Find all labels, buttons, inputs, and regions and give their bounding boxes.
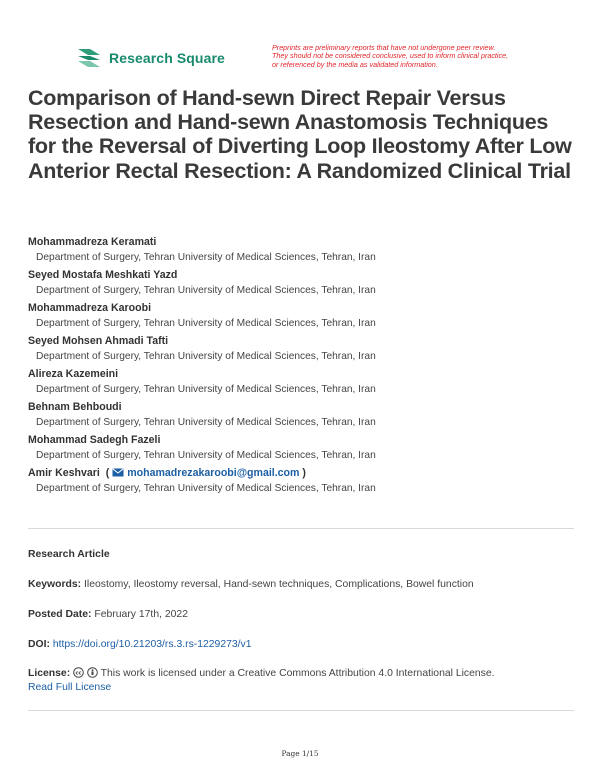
posted-date-value: February 17th, 2022	[94, 609, 188, 620]
posted-date-line	[28, 608, 578, 622]
author-affiliation: Department of Surgery, Tehran University of Medical Sciences, Tehran, Iran	[36, 384, 376, 395]
preprint-notice	[272, 44, 572, 69]
license-line	[28, 667, 578, 695]
keywords-label: Keywords:	[28, 579, 82, 590]
author-name: Amir Keshvari	[28, 467, 100, 479]
author-name: Alireza Kazemeini	[28, 368, 119, 380]
corresponding-author-name: Amir Keshvari ( mohamadrezakaroobi@gmail.com )	[28, 467, 306, 479]
author-name: Seyed Mohsen Ahmadi Tafti	[28, 335, 169, 347]
author-name: Seyed Mostafa Meshkati Yazd	[28, 269, 178, 281]
author-affiliation: Department of Surgery, Tehran University of Medical Sciences, Tehran, Iran	[36, 450, 376, 461]
author-entry	[28, 368, 578, 396]
author-affiliation: Department of Surgery, Tehran University of Medical Sciences, Tehran, Iran	[36, 252, 376, 263]
doi-line	[28, 638, 578, 652]
notice-line: They should not be considered conclusive, used to inform clinical practice,	[272, 51, 509, 61]
page-header	[76, 43, 576, 76]
author-name: Mohammadreza Keramati	[28, 236, 157, 248]
article-type: Research Article	[28, 549, 110, 560]
read-full-license-link[interactable]: Read Full License	[28, 682, 112, 693]
section-divider	[28, 528, 574, 529]
svg-text:cc: cc	[75, 670, 82, 677]
doi-link[interactable]: https://doi.org/10.21203/rs.3.rs-1229273/v1	[52, 639, 252, 650]
corresponding-author-entry	[28, 467, 578, 495]
author-affiliation: Department of Surgery, Tehran University of Medical Sciences, Tehran, Iran	[36, 285, 376, 296]
author-entry	[28, 236, 578, 264]
paper-title: Comparison of Hand-sewn Direct Repair Versus Resection and Hand-sewn Anastomosis Techniques for the Reversal of Diverting Loop Ileostomy After Low Anterior Rectal Resection: A Randomized Clinical Trial	[28, 86, 572, 183]
author-affiliation: Department of Surgery, Tehran University of Medical Sciences, Tehran, Iran	[36, 318, 376, 329]
license-text: This work is licensed under a Creative Commons Attribution 4.0 International License.	[100, 668, 495, 679]
research-square-logo[interactable]	[76, 46, 225, 70]
author-name: Behnam Behboudi	[28, 401, 122, 413]
page-number: Page 1/15	[281, 749, 319, 758]
research-square-logo-icon	[76, 46, 102, 70]
author-entry	[28, 434, 578, 462]
keywords-value: Ileostomy, Ileostomy reversal, Hand-sewn techniques, Complications, Bowel function	[84, 579, 474, 590]
author-entry	[28, 269, 578, 297]
doi-label: DOI:	[28, 639, 50, 650]
author-affiliation: Department of Surgery, Tehran University of Medical Sciences, Tehran, Iran	[36, 483, 376, 494]
author-affiliation: Department of Surgery, Tehran University of Medical Sciences, Tehran, Iran	[36, 417, 376, 428]
author-entry	[28, 335, 578, 363]
license-label: License:	[28, 668, 71, 679]
author-name: Mohammadreza Karoobi	[28, 302, 152, 314]
keywords-line	[28, 578, 578, 592]
mail-icon	[112, 468, 124, 477]
author-list	[28, 236, 578, 500]
section-divider	[28, 710, 574, 711]
author-affiliation: Department of Surgery, Tehran University of Medical Sciences, Tehran, Iran	[36, 351, 376, 362]
author-email-link[interactable]: mohamadrezakaroobi@gmail.com	[112, 467, 299, 479]
posted-date-label: Posted Date:	[28, 609, 92, 620]
author-name: Mohammad Sadegh Fazeli	[28, 434, 161, 446]
brand-name: Research Square	[109, 50, 225, 66]
notice-line: Preprints are preliminary reports that have not undergone peer review.	[272, 43, 496, 52]
cc-icon	[73, 667, 84, 678]
by-icon	[87, 667, 98, 678]
author-entry	[28, 302, 578, 330]
author-entry	[28, 401, 578, 429]
notice-line: or referenced by the media as validated information.	[272, 59, 438, 69]
